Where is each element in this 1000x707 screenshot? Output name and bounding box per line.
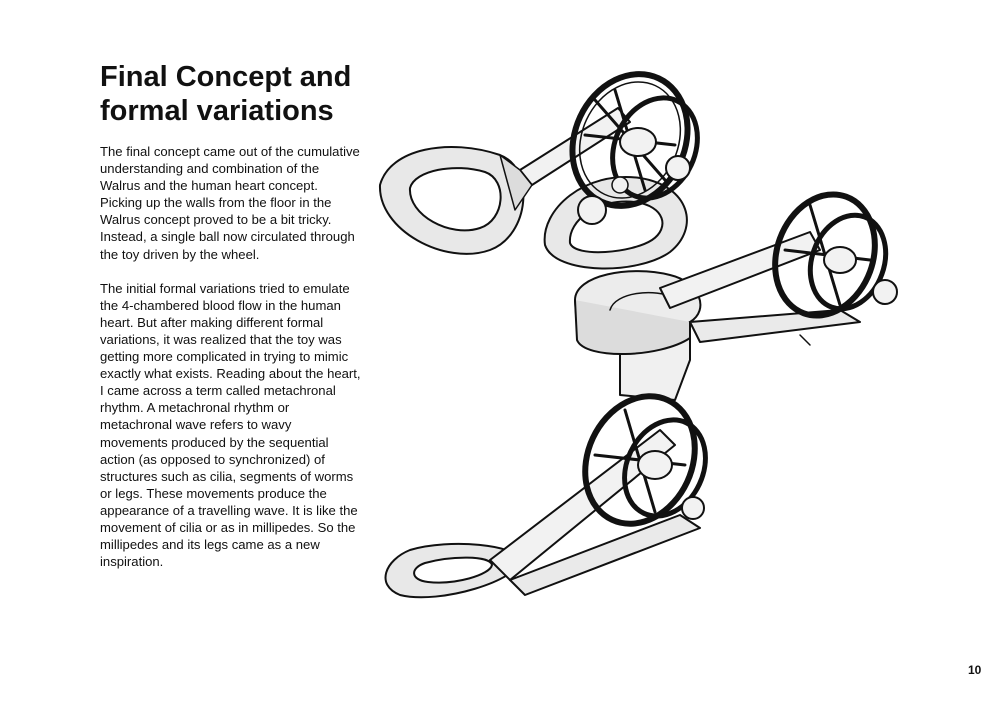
concept-illustrations xyxy=(370,60,910,610)
paragraph-2: The initial formal variations tried to emulate the 4-chambered blood flow in the human heart. But after making different formal variations, it was realized that the toy was getting more complicated in trying to mimic exactly what exists. Reading about the heart, I came across a term called metachronal rhythm. A metachronal rhythm or metachronal wave refers to wavy movements produced by the sequential action (as opposed to synchronized) of structures such as cilia, segments of worms or legs. These movements produce the appearance of a travelling wave. It is like the movement of cilia or as in millipedes. So the millipedes and its legs came as a new inspiration. xyxy=(100,280,361,570)
figure-1-figure-eight-track xyxy=(380,60,713,268)
body-text xyxy=(100,143,362,587)
figure-2-small-wheel xyxy=(873,280,897,304)
figure-3-loop-track xyxy=(386,378,721,597)
illustrations-svg xyxy=(370,60,910,610)
figure-2-spiral-cup-track xyxy=(575,180,898,400)
figure-1-small-wheel-2 xyxy=(578,196,606,224)
page-title xyxy=(100,60,400,128)
paragraph-1: The final concept came out of the cumulative understanding and combination of the Walrus and the human heart concept. Picking up the walls from the floor in the Walrus concept proved to be a bit tricky. Instead, a single ball now circulated through the toy driven by the wheel. xyxy=(100,144,360,262)
figure-1-small-wheel-1 xyxy=(666,156,690,180)
title-line-2: formal variations xyxy=(100,95,334,127)
title-line-1: Final Concept and xyxy=(100,61,352,93)
page-number: 10 xyxy=(968,663,982,677)
figure-2-ramp xyxy=(660,232,820,308)
figure-3-small-wheel xyxy=(682,497,704,519)
